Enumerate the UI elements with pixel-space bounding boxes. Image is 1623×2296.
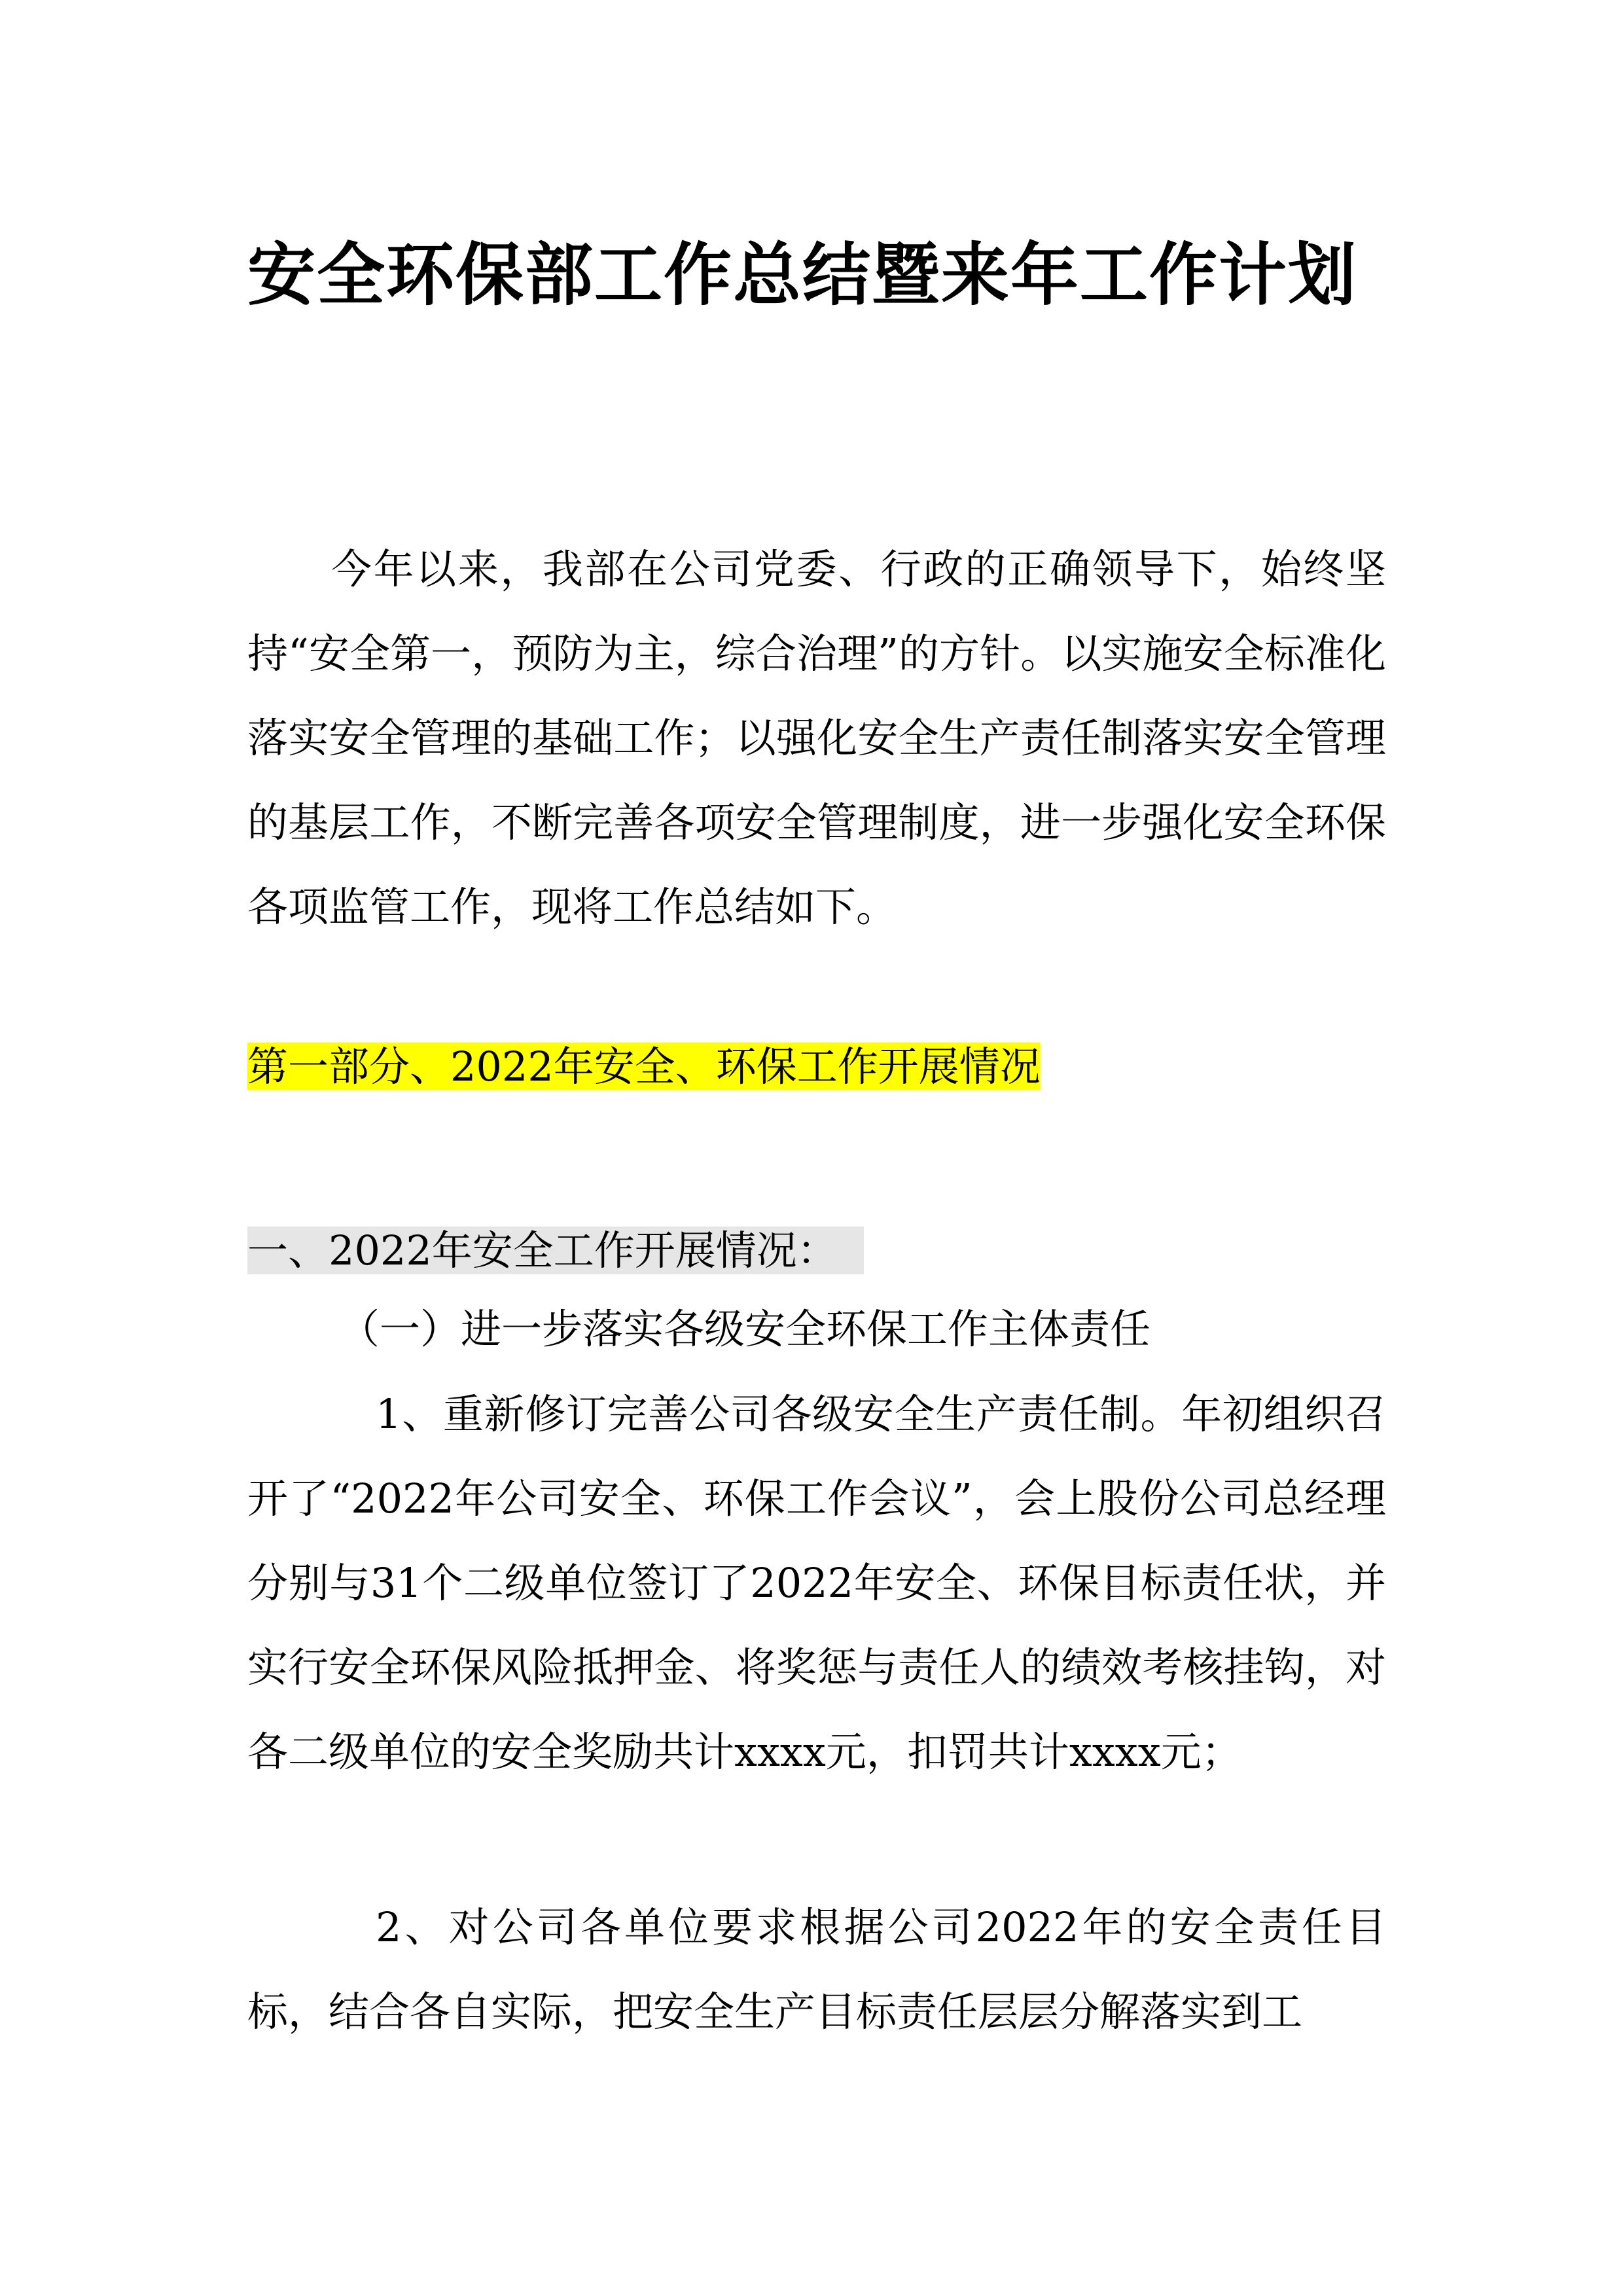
part-heading-text: 第一部分、2022年安全、环保工作开展情况 (247, 1043, 1041, 1090)
section-heading-text: 一、2022年安全工作开展情况： (247, 1227, 864, 1274)
part-heading (247, 1024, 1041, 1109)
intro-paragraph: 今年以来，我部在公司党委、行政的正确领导下，始终坚持“安全第一，预防为主，综合治理”的方针。以实施安全标准化落实安全管理的基础工作；以强化安全生产责任制落实安全管理的基层工作，不断完善各项安全管理制度，进一步强化安全环保各项监管工作，现将工作总结如下。 (247, 545, 1386, 931)
item-2-paragraph: 2、对公司各单位要求根据公司2022年的安全责任目标，结合各自实际，把安全生产目标责任层层分解落实到工 (247, 1903, 1386, 2036)
subsection-heading: （一）进一步落实各级安全环保工作主体责任 (339, 1305, 1151, 1353)
section-heading (247, 1208, 864, 1293)
item-1-paragraph: 1、重新修订完善公司各级安全生产责任制。年初组织召开了“2022年公司安全、环保工作会议”，会上股份公司总经理分别与31个二级单位签订了2022年安全、环保目标责任状，并实行安全环保风险抵押金、将奖惩与责任人的绩效考核挂钩，对各二级单位的安全奖励共计xxxx元，扣罚共计xxxx元； (247, 1390, 1386, 1776)
document-title: 安全环保部工作总结暨来年工作计划 (247, 235, 1358, 315)
